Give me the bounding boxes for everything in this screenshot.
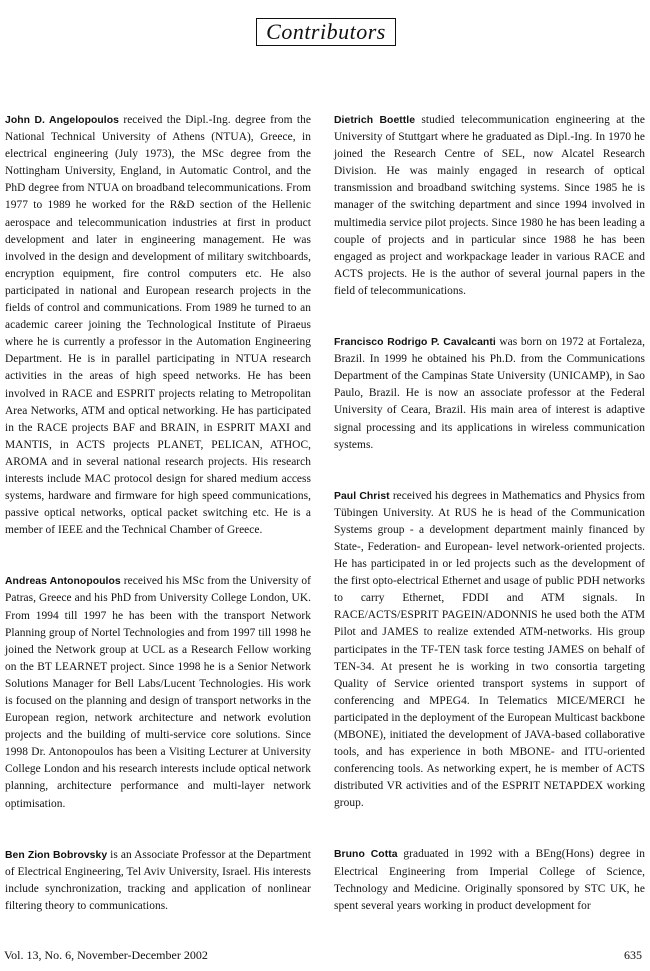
bio-text: received the Dipl.-Ing. degree from the National Technical University of Athens (NTUA), Greece, in electrical engineering (July 1973), the MSc degree from the Nottingham University, England, in Automatic Control, and the PhD degree from NTUA on broadband telecommunications. From 1977 to 1989 he worked for the R&D section of the Hellenic aerospace and telecommunication industries at first in product development and later in engineering management. He was involved in the design and development of military switchboards, encryption equipment, fire control computers etc. He also participated in national and European research projects in the fields of control and communications. From 1989 he turned to an academic career joining the Technological Institute of Piraeus where he is currently a professor in the Automation Engineering Department. He is in parallel participating in NTUA research activities in the areas of high speed networks. He has been involved in RACE and ESPRIT projects relating to Metropolitan Area Networks, ATM and optical networking. He has participated in the RACE projects BAF and BRAIN, in ESPRIT MAXI and MANTIS, in ACTS projects PLANET, PELICAN, ATHOC, AROMA and in several national research projects. His research interests include MAC protocol design for shared medium access systems, hardware and firmware for high speed communications, passive optical networks, optical packet switching etc. He is a member of IEEE and the Technical Chamber of Greece.	[5, 114, 311, 537]
contributor-name: Ben Zion Bobrovsky	[5, 849, 108, 861]
bio-text: received his MSc from the University of Patras, Greece and his PhD from University College London, UK. From 1994 till 1997 he has been with the transport Network Planning group of Nortel Technologies and from 1997 till 1998 he joined the Network group at UCL as a Research Fellow working on the BT LEARNET project. Since 1998 he is a Senior Network Solutions Manager for Bell Labs/Lucent Technologies. His work is focused on the planning and design of transport networks in the European region, network architecture and network evolution projects and the building of multi-service core solutions. Since 1998 Dr. Antonopoulos has been a Visiting Lecturer at University College London and his research interests include optical network planning, architecture performance and multi-layer network optimisation.	[5, 575, 312, 810]
bio-angelopoulos	[5, 112, 311, 539]
bio-antonopoulos	[5, 573, 311, 812]
bio-paragraph	[334, 112, 645, 300]
bio-paragraph	[334, 488, 645, 813]
bio-text: received his degrees in Mathematics and Physics from Tübingen University. At RUS he is head of the Communication Systems group - a development department mainly financed by State-, Federation- and European- level network-oriented projects. He has participated in or led projects such as the development of the first opto-electrical Ethernet and usage of public PDH networks to carry Ethernet, FDDI and ATM signals. In RACE/ACTS/ESPRIT PAGEIN/ADONNIS he used both the ATM Pilot and JAMES to realize extended ATM-networks. His group participates in the TF-TEN task force testing JAMES on behalf of TEN-34. At present he is working in two consortia targeting Quality of Service oriented transport systems in support of conferencing and MPEG4. In Telematics MICE/MERCI he participated in the deployment of the European Multicast backbone (MBONE), initiated the development of JAVA-based collaborative tools, and has experience in both MBONE- and ITU-oriented conferencing tools. As networking expert, he is member of ACTS distributed VR activities and of the ESPRIT NETAPDEX working group.	[334, 489, 645, 810]
contributor-name: Bruno Cotta	[334, 849, 398, 861]
bio-text: was born on 1972 at Fortaleza, Brazil. In 1999 he obtained his Ph.D. from the Communications Department of the Campinas State University (UNICAMP), in Sao Paulo, Brazil. He is now an associate professor at the Federal University of Ceara, Brazil. His main area of interest is adaptive signal processing and its applications in wireless communication systems.	[334, 336, 645, 451]
right-column	[334, 112, 645, 949]
bio-text: studied telecommunication engineering at the University of Stuttgart where he graduated as Dipl.-Ing. In 1970 he joined the Research Centre of SEL, now Alcatel Research Division. He was mainly engaged in research of optical transmission and broadband switching systems. Since 1985 he is manager of the switching department and since 1994 involved in multimedia service pilot projects. Since 1980 he has been leading a couple of projects and in particular since 1988 he has been engaged as project and workpackage leader in various RACE and ACTS projects. He is the author of several journal papers in the field of telecommunications.	[334, 114, 645, 297]
bio-bobrovsky	[5, 847, 311, 915]
bio-text: graduated in 1992 with a BEng(Hons) degree in Electrical Engineering from Imperial College of Science, Technology and Medicine. Originally sponsored by STC UK, he spent several years working in product development for	[334, 848, 645, 912]
page-number: 635	[624, 948, 642, 962]
page-footer	[4, 948, 642, 963]
contributor-name: Andreas Antonopoulos	[5, 576, 121, 588]
contributor-name: John D. Angelopoulos	[5, 115, 119, 126]
bio-paragraph	[5, 847, 311, 915]
bio-cotta	[334, 846, 645, 914]
section-header	[256, 18, 396, 46]
issue-info: Vol. 13, No. 6, November-December 2002	[4, 948, 208, 962]
bio-paragraph	[334, 846, 645, 914]
page-title: Contributors	[266, 19, 386, 44]
contributor-name: Dietrich Boettle	[334, 115, 416, 126]
contributor-name: Francisco Rodrigo P. Cavalcanti	[334, 337, 496, 349]
bio-paragraph	[5, 573, 311, 812]
contributor-name: Paul Christ	[334, 490, 390, 502]
bio-boettle	[334, 112, 645, 300]
bio-paragraph	[334, 334, 645, 454]
bio-christ	[334, 488, 645, 813]
bio-cavalcanti	[334, 334, 645, 454]
bio-text: is an Associate Professor at the Department of Electrical Engineering, Tel Aviv University, Israel. His interests include synchronization, tracking and application of nonlinear filtering theory to communications.	[5, 848, 311, 912]
left-column	[5, 112, 311, 949]
bio-paragraph	[5, 112, 311, 539]
